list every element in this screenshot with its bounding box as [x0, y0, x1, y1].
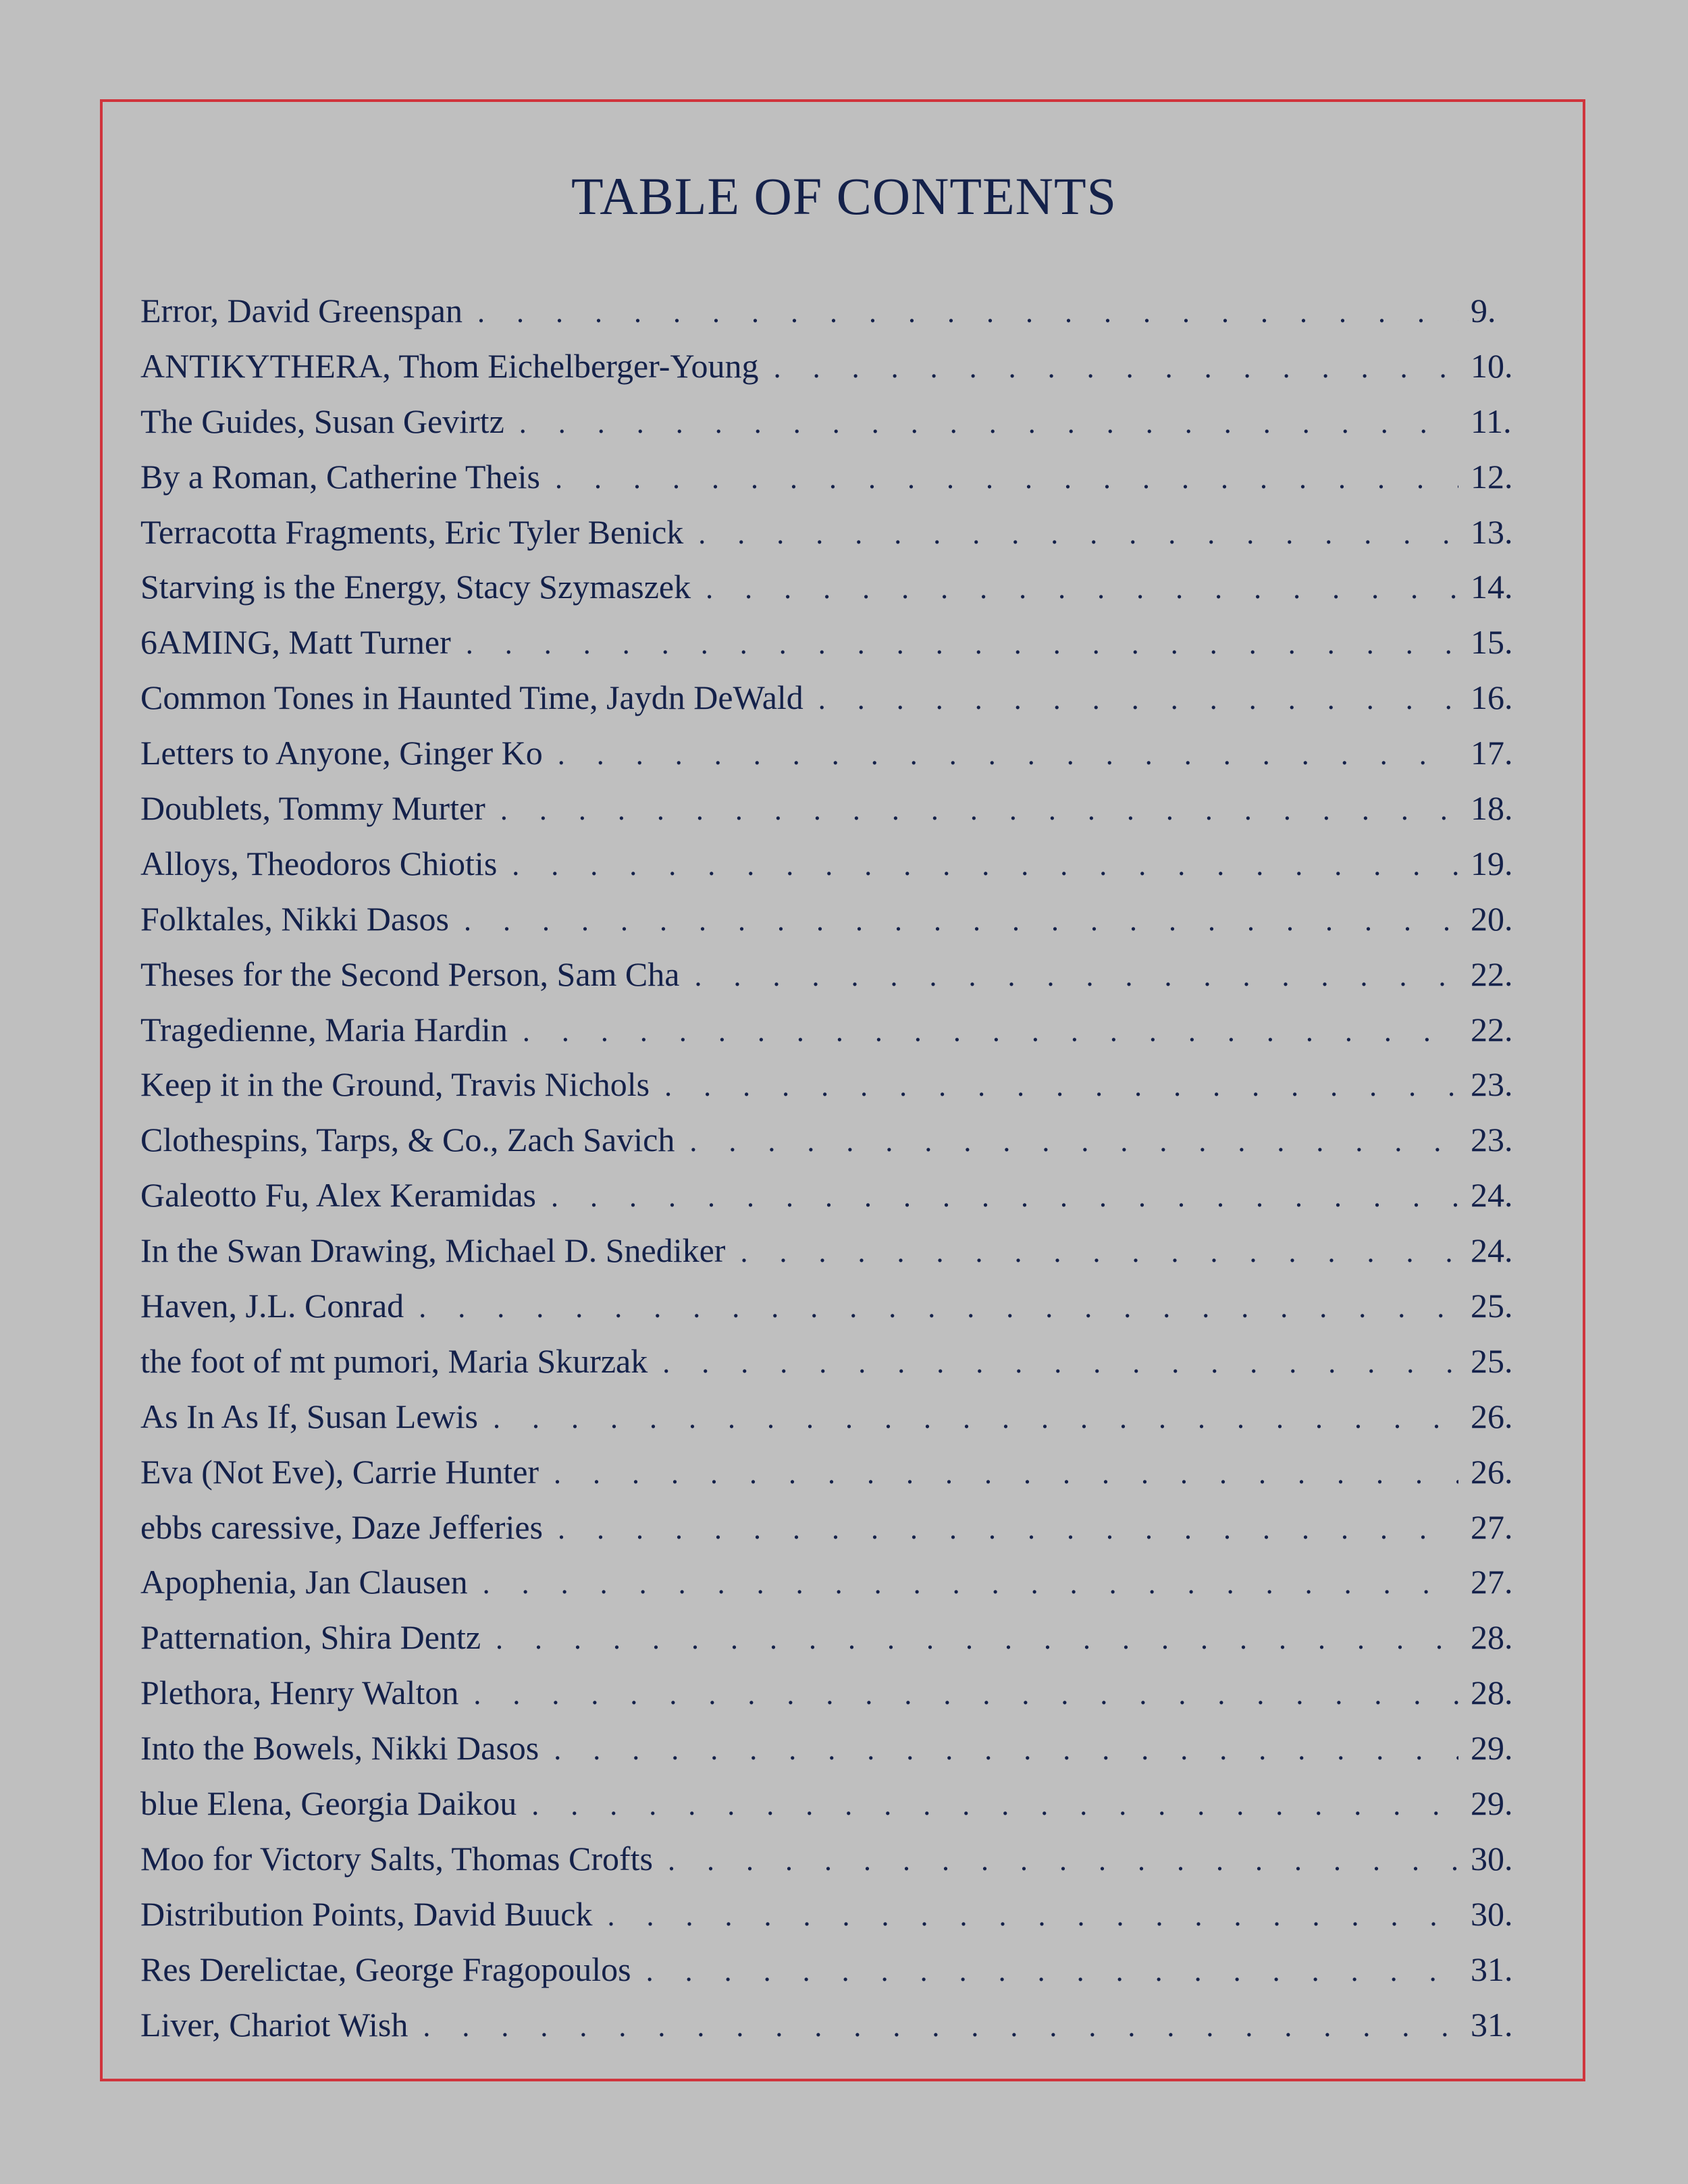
toc-entry-title: Distribution Points, David Buuck	[140, 1894, 593, 1933]
toc-page-number: 31.	[1471, 2005, 1513, 2044]
toc-entry[interactable]	[140, 1832, 1518, 1887]
toc-entry-title: Keep it in the Ground, Travis Nichols	[140, 1065, 650, 1104]
toc-entry[interactable]	[140, 1610, 1518, 1666]
dot-leader	[774, 340, 1458, 396]
toc-entry-title: Error, David Greenspan	[140, 292, 463, 329]
toc-page-number: 31.	[1471, 1950, 1513, 1988]
dot-leader	[664, 1059, 1458, 1114]
toc-entry-title: blue Elena, Georgia Daikou	[140, 1784, 517, 1823]
dot-leader	[818, 672, 1458, 727]
toc-entry[interactable]	[140, 836, 1518, 892]
toc-entry-title: Theses for the Second Person, Sam Cha	[140, 955, 680, 993]
toc-entry[interactable]	[140, 726, 1518, 781]
dot-leader	[646, 1944, 1458, 1999]
toc-entry[interactable]	[140, 1942, 1518, 1998]
dot-leader	[466, 616, 1458, 672]
toc-page-number: 20.	[1471, 899, 1513, 938]
toc-entry-title: Apophenia, Jan Clausen	[140, 1563, 468, 1601]
toc-page-number: 27.	[1471, 1508, 1513, 1546]
dot-leader	[555, 451, 1458, 506]
toc-entry[interactable]	[140, 505, 1518, 560]
toc-entry[interactable]	[140, 1223, 1518, 1279]
toc-page-number: 25.	[1471, 1287, 1513, 1325]
toc-entry-title: Doublets, Tommy Murter	[140, 789, 485, 828]
toc-entry[interactable]	[140, 1998, 1518, 2053]
toc-entry-title: Plethora, Henry Walton	[140, 1674, 459, 1712]
toc-entry-title: Haven, J.L. Conrad	[140, 1287, 404, 1325]
dot-leader	[496, 1612, 1458, 1667]
toc-entry[interactable]	[140, 1500, 1518, 1555]
toc-entry[interactable]	[140, 615, 1518, 670]
toc-page-number: 29.	[1471, 1729, 1513, 1767]
toc-entry-title: Clothespins, Tarps, & Co., Zach Savich	[140, 1121, 675, 1159]
toc-page-number: 30.	[1471, 1894, 1513, 1933]
dot-leader	[558, 727, 1458, 782]
toc-entry-title: Patternation, Shira Dentz	[140, 1618, 481, 1657]
toc-entry[interactable]	[140, 1666, 1518, 1721]
toc-entry[interactable]	[140, 1721, 1518, 1776]
dot-leader	[698, 506, 1458, 562]
toc-entry[interactable]	[140, 1003, 1518, 1058]
toc-entry[interactable]	[140, 1168, 1518, 1223]
toc-entry-title: The Guides, Susan Gevirtz	[140, 402, 504, 440]
toc-entry[interactable]	[140, 670, 1518, 726]
dot-leader	[493, 1391, 1458, 1446]
page-title: TABLE OF CONTENTS	[571, 167, 1117, 225]
toc-entry-title: By a Roman, Catherine Theis	[140, 457, 541, 496]
toc-page-number: 24.	[1471, 1176, 1513, 1215]
toc-entry[interactable]	[140, 1389, 1518, 1445]
toc-entry-title: Common Tones in Haunted Time, Jaydn DeWald	[140, 678, 803, 717]
dot-leader	[477, 285, 1458, 340]
dot-leader	[523, 1004, 1458, 1059]
toc-entry-title: ebbs caressive, Daze Jefferies	[140, 1508, 543, 1546]
dot-leader	[706, 561, 1458, 616]
toc-page-number: 26.	[1471, 1397, 1513, 1435]
toc-page-number: 25.	[1471, 1341, 1513, 1380]
toc-page-number: 24.	[1471, 1231, 1513, 1270]
toc-entry-title: Letters to Anyone, Ginger Ko	[140, 734, 543, 772]
toc-entry[interactable]	[140, 1555, 1518, 1610]
toc-page-number: 23.	[1471, 1065, 1513, 1104]
toc-entry-title: Liver, Chariot Wish	[140, 2005, 408, 2044]
toc-entry-title: Eva (Not Eve), Carrie Hunter	[140, 1452, 539, 1491]
toc-entry[interactable]	[140, 1279, 1518, 1334]
toc-entry-title: ANTIKYTHERA, Thom Eichelberger-Young	[140, 346, 759, 385]
toc-entry[interactable]	[140, 892, 1518, 947]
dot-leader	[740, 1225, 1458, 1280]
dot-leader	[607, 1888, 1458, 1944]
toc-page-number: 28.	[1471, 1618, 1513, 1657]
toc-entry[interactable]	[140, 1776, 1518, 1832]
toc-page-number: 11.	[1471, 402, 1512, 440]
dot-leader	[531, 1778, 1458, 1833]
toc-page-number: 10.	[1471, 346, 1513, 385]
toc-entry[interactable]	[140, 1057, 1518, 1113]
toc-entry[interactable]	[140, 1445, 1518, 1500]
dot-leader	[483, 1556, 1458, 1612]
toc-entry[interactable]	[140, 1334, 1518, 1389]
dot-leader	[423, 1999, 1458, 2054]
dot-leader	[512, 838, 1458, 893]
toc-page-number: 15.	[1471, 623, 1513, 662]
toc-page-number: 23.	[1471, 1121, 1513, 1159]
dot-leader	[551, 1169, 1458, 1225]
toc-page-number: 29.	[1471, 1784, 1513, 1823]
table-of-contents	[140, 284, 1518, 2053]
toc-page-number: 28.	[1471, 1674, 1513, 1712]
toc-entry[interactable]	[140, 1113, 1518, 1168]
dot-leader	[694, 949, 1458, 1004]
toc-entry-title: Moo for Victory Salts, Thomas Crofts	[140, 1839, 654, 1877]
toc-page-number: 27.	[1471, 1563, 1513, 1601]
toc-entry[interactable]	[140, 560, 1518, 615]
toc-entry-title: the foot of mt pumori, Maria Skurzak	[140, 1341, 648, 1380]
toc-entry-title: Folktales, Nikki Dasos	[140, 899, 449, 938]
toc-entry[interactable]	[140, 1887, 1518, 1942]
dot-leader	[554, 1722, 1458, 1778]
toc-entry-title: As In As If, Susan Lewis	[140, 1397, 478, 1435]
toc-page-number: 22.	[1471, 955, 1513, 993]
dot-leader	[473, 1667, 1458, 1722]
toc-page-number: 26.	[1471, 1452, 1513, 1491]
dot-leader	[464, 893, 1458, 949]
toc-entry-title: Into the Bowels, Nikki Dasos	[140, 1729, 539, 1767]
toc-entry-title: Terracotta Fragments, Eric Tyler Benick	[140, 512, 684, 551]
toc-entry[interactable]	[140, 339, 1518, 394]
toc-page-number: 12.	[1471, 457, 1513, 496]
dot-leader	[419, 1280, 1458, 1335]
toc-entry-title: Res Derelictae, George Fragopoulos	[140, 1950, 631, 1988]
dot-leader	[558, 1501, 1458, 1557]
toc-page-number: 13.	[1471, 512, 1513, 551]
toc-entry[interactable]	[140, 394, 1518, 450]
toc-page-number: 18.	[1471, 789, 1513, 828]
dot-leader	[554, 1446, 1458, 1501]
toc-entry-title: Starving is the Energy, Stacy Szymaszek	[140, 568, 691, 606]
toc-entry[interactable]	[140, 284, 1518, 339]
toc-page-number: 17.	[1471, 734, 1513, 772]
toc-entry[interactable]	[140, 781, 1518, 836]
toc-page-number: 22.	[1471, 1010, 1513, 1048]
toc-entry-title: Alloys, Theodoros Chiotis	[140, 844, 498, 882]
toc-page-number: 16.	[1471, 678, 1513, 717]
toc-page-number: 9.	[1471, 292, 1496, 329]
toc-entry-title: Tragedienne, Maria Hardin	[140, 1010, 508, 1048]
toc-entry-title: 6AMING, Matt Turner	[140, 623, 451, 662]
dot-leader	[689, 1114, 1458, 1169]
toc-entry[interactable]	[140, 450, 1518, 505]
toc-page-number: 30.	[1471, 1839, 1513, 1877]
toc-entry-title: In the Swan Drawing, Michael D. Snediker	[140, 1231, 726, 1270]
dot-leader	[668, 1833, 1458, 1888]
dot-leader	[519, 396, 1458, 451]
dot-leader	[662, 1335, 1458, 1391]
toc-page-number: 14.	[1471, 568, 1513, 606]
dot-leader	[500, 782, 1458, 838]
toc-page-number: 19.	[1471, 844, 1513, 882]
toc-entry[interactable]	[140, 947, 1518, 1003]
toc-entry-title: Galeotto Fu, Alex Keramidas	[140, 1176, 536, 1215]
